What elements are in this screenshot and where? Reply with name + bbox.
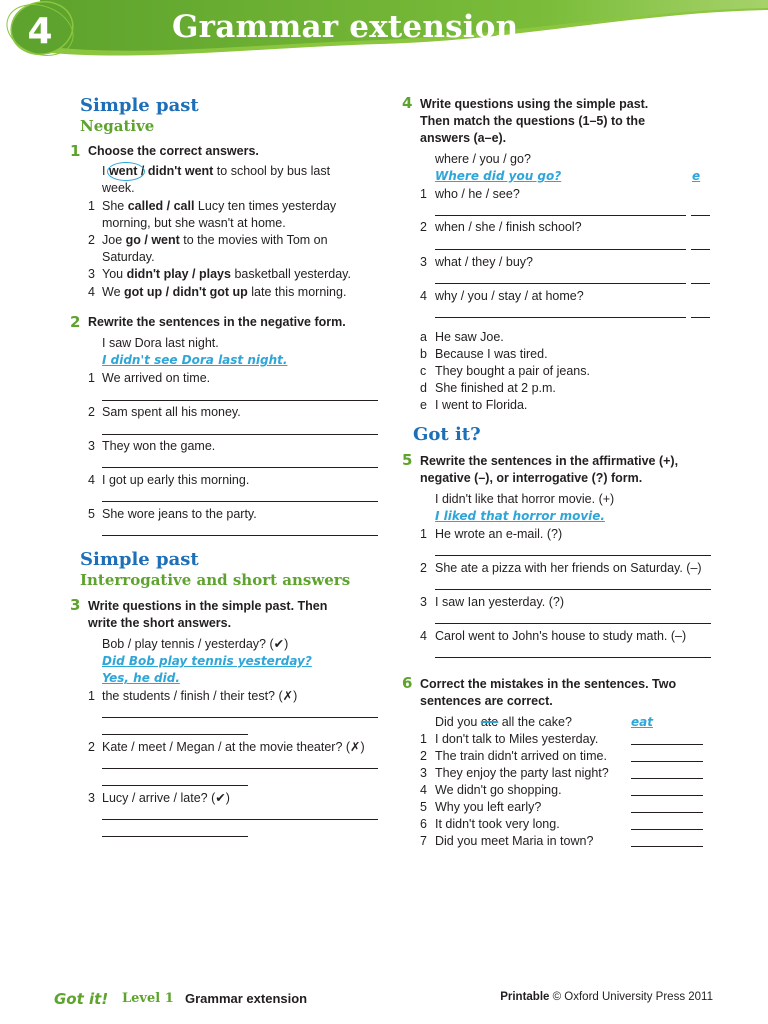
- example-correction: eat: [631, 715, 653, 729]
- exercise-instruction-continued: answers (a–e).: [420, 131, 507, 145]
- exercise-instruction: Rewrite the sentences in the negative form.: [88, 315, 346, 329]
- text-part: Lucy ten times yesterday: [194, 199, 337, 213]
- item-number: 2: [88, 405, 95, 419]
- section-subtitle-negative: Negative: [80, 117, 155, 135]
- item-number: 4: [420, 289, 427, 303]
- answer-text: I went to Florida.: [435, 398, 528, 412]
- match-letter-line[interactable]: [691, 283, 710, 284]
- text-part: We: [102, 285, 124, 299]
- page-title: Grammar extension: [172, 9, 519, 45]
- answer-line[interactable]: [435, 215, 686, 216]
- item-number: 1: [420, 527, 427, 541]
- item-text: She wore jeans to the party.: [102, 507, 257, 521]
- exercise-number: 2: [70, 313, 81, 331]
- item-number: 4: [420, 629, 427, 643]
- example-answer: Where did you go?: [435, 169, 562, 183]
- item-text: We didn't go shopping.: [435, 783, 562, 797]
- answer-line[interactable]: [102, 434, 378, 435]
- answer-letter: a: [420, 330, 427, 344]
- answer-circle: [107, 162, 148, 181]
- exercise-instruction-continued: sentences are correct.: [420, 694, 553, 708]
- item-text: I saw Ian yesterday. (?): [435, 595, 564, 609]
- exercise-instruction-continued: write the short answers.: [88, 616, 232, 630]
- answer-text: She finished at 2 p.m.: [435, 381, 556, 395]
- item-text: the students / finish / their test? (✗): [102, 689, 298, 703]
- item-text: Did you meet Maria in town?: [435, 834, 594, 848]
- item-text: who / he / see?: [435, 187, 520, 201]
- answer-line[interactable]: [102, 717, 378, 718]
- exercise-instruction: Rewrite the sentences in the affirmative (+),: [420, 454, 679, 468]
- example-sentence: I didn't like that horror movie. (+): [435, 492, 615, 506]
- item-text: Sam spent all his money.: [102, 405, 241, 419]
- item-text: [102, 266, 351, 283]
- answer-line[interactable]: [102, 819, 378, 820]
- item-text: The train didn't arrived on time.: [435, 749, 607, 763]
- section-title-simple-past-negative: Simple past: [80, 95, 199, 116]
- correction-line[interactable]: [631, 812, 703, 813]
- item-text: It didn't took very long.: [435, 817, 560, 831]
- example-text: to school by bus last: [213, 164, 331, 178]
- option-separator: /: [137, 164, 148, 178]
- example-text: I: [102, 164, 109, 178]
- item-text: Carol went to John's house to study math. (–): [435, 629, 687, 643]
- example-answer: I didn't see Dora last night.: [102, 353, 288, 367]
- answer-line[interactable]: [435, 317, 686, 318]
- exercise-instruction: Write questions in the simple past. Then: [88, 599, 328, 613]
- text-part: You: [102, 267, 127, 281]
- crossed-out-word: ate: [480, 715, 499, 729]
- footer-copyright-text: © Oxford University Press 2011: [549, 991, 713, 1003]
- correction-line[interactable]: [631, 778, 703, 779]
- answer-text: They bought a pair of jeans.: [435, 364, 590, 378]
- item-text: what / they / buy?: [435, 255, 533, 269]
- item-number: 6: [420, 817, 427, 831]
- section-title-got-it: Got it?: [413, 424, 481, 445]
- footer-copyright: [500, 991, 713, 1003]
- item-number: 2: [88, 740, 95, 754]
- item-text: Why you left early?: [435, 800, 542, 814]
- answer-line[interactable]: [102, 535, 378, 536]
- option-unselected: didn't went: [147, 164, 214, 178]
- text-part: Joe: [102, 233, 126, 247]
- item-number: 1: [88, 199, 95, 213]
- exercise-number: 5: [402, 451, 413, 469]
- example-answer: I liked that horror movie.: [435, 509, 605, 523]
- example-answer: Did Bob play tennis yesterday?: [102, 654, 312, 668]
- text-part: to the movies with Tom on: [179, 233, 328, 247]
- text-part: all the cake?: [498, 715, 572, 729]
- correction-line[interactable]: [631, 829, 703, 830]
- options[interactable]: didn't play / plays: [126, 267, 231, 281]
- header-banner: [0, 0, 768, 75]
- answer-line[interactable]: [102, 768, 378, 769]
- correction-line[interactable]: [631, 744, 703, 745]
- footer-brand-logo: Got it!: [54, 990, 109, 1008]
- section-subtitle-interrogative: Interrogative and short answers: [80, 571, 351, 589]
- example-short-answer: Yes, he did.: [102, 671, 180, 685]
- footer-printable: Printable: [500, 991, 550, 1003]
- item-text: He wrote an e-mail. (?): [435, 527, 563, 541]
- answer-line[interactable]: [435, 555, 711, 556]
- example-sentence: where / you / go?: [435, 152, 531, 166]
- item-number: 3: [420, 255, 427, 269]
- example-sentence: [435, 714, 572, 731]
- item-number: 1: [420, 732, 427, 746]
- answer-letter: d: [420, 381, 427, 395]
- item-text: She ate a pizza with her friends on Saturday. (–): [435, 561, 702, 575]
- section-title-simple-past-interrogative: Simple past: [80, 549, 199, 570]
- example-sentence-continued: week.: [102, 181, 135, 195]
- item-text-continued: morning, but she wasn't at home.: [102, 216, 286, 230]
- item-number: 1: [88, 689, 95, 703]
- item-number: 5: [420, 800, 427, 814]
- option-selected: went: [108, 164, 138, 178]
- correction-line[interactable]: [631, 846, 703, 847]
- options[interactable]: got up / didn't got up: [124, 285, 248, 299]
- exercise-number: 3: [70, 596, 81, 614]
- exercise-number: 4: [402, 94, 413, 112]
- answer-line[interactable]: [435, 249, 686, 250]
- item-text: I got up early this morning.: [102, 473, 250, 487]
- match-letter-line[interactable]: [691, 215, 710, 216]
- item-number: 3: [88, 267, 95, 281]
- answer-line[interactable]: [435, 657, 711, 658]
- item-number: 3: [88, 439, 95, 453]
- exercise-instruction-continued: negative (–), or interrogative (?) form.: [420, 471, 643, 485]
- answer-letter: c: [420, 364, 427, 378]
- item-number: 2: [420, 749, 427, 763]
- item-text: They won the game.: [102, 439, 216, 453]
- item-text: [102, 232, 328, 249]
- answer-line[interactable]: [102, 467, 378, 468]
- item-text: I don't talk to Miles yesterday.: [435, 732, 599, 746]
- short-answer-line[interactable]: [102, 836, 248, 837]
- exercise-instruction: Write questions using the simple past.: [420, 97, 649, 111]
- exercise-instruction: Choose the correct answers.: [88, 144, 259, 158]
- unit-number: 4: [27, 10, 53, 52]
- item-number: 4: [88, 285, 95, 299]
- item-text: when / she / finish school?: [435, 220, 582, 234]
- answer-text: He saw Joe.: [435, 330, 504, 344]
- item-text: They enjoy the party last night?: [435, 766, 609, 780]
- text-part: She: [102, 199, 128, 213]
- correction-line[interactable]: [631, 761, 703, 762]
- example-match-letter: e: [692, 169, 701, 183]
- item-number: 4: [420, 783, 427, 797]
- item-text-continued: Saturday.: [102, 250, 155, 264]
- answer-line[interactable]: [435, 623, 711, 624]
- item-number: 2: [420, 220, 427, 234]
- short-answer-line[interactable]: [102, 785, 248, 786]
- item-text: why / you / stay / at home?: [435, 289, 584, 303]
- options[interactable]: go / went: [125, 233, 180, 247]
- item-number: 4: [88, 473, 95, 487]
- footer-level: Level 1: [122, 991, 174, 1006]
- answer-text: Because I was tired.: [435, 347, 548, 361]
- item-text: Kate / meet / Megan / at the movie theater? (✗): [102, 740, 365, 754]
- item-text: Lucy / arrive / late? (✔): [102, 791, 230, 805]
- text-part: late this morning.: [247, 285, 347, 299]
- exercise-instruction-continued: Then match the questions (1–5) to the: [420, 114, 646, 128]
- answer-line[interactable]: [102, 400, 378, 401]
- correction-line[interactable]: [631, 795, 703, 796]
- item-number: 2: [88, 233, 95, 247]
- options[interactable]: called / call: [127, 199, 195, 213]
- answer-line[interactable]: [435, 589, 711, 590]
- item-number: 1: [420, 187, 427, 201]
- match-letter-line[interactable]: [691, 249, 710, 250]
- example-sentence: Bob / play tennis / yesterday? (✔): [102, 637, 289, 651]
- answer-letter: e: [420, 398, 427, 412]
- item-number: 7: [420, 834, 427, 848]
- item-text: [102, 284, 346, 301]
- text-part: Did you: [435, 715, 481, 729]
- item-number: 3: [420, 766, 427, 780]
- answer-line[interactable]: [102, 501, 378, 502]
- match-letter-line[interactable]: [691, 317, 710, 318]
- item-number: 3: [88, 791, 95, 805]
- item-number: 3: [420, 595, 427, 609]
- answer-line[interactable]: [435, 283, 686, 284]
- item-number: 2: [420, 561, 427, 575]
- short-answer-line[interactable]: [102, 734, 248, 735]
- footer-title: Grammar extension: [185, 991, 308, 1006]
- item-text: [102, 198, 336, 215]
- text-part: basketball yesterday.: [230, 267, 351, 281]
- exercise-number: 6: [402, 674, 413, 692]
- item-number: 1: [88, 371, 95, 385]
- answer-letter: b: [420, 347, 427, 361]
- exercise-instruction: Correct the mistakes in the sentences. Two: [420, 677, 677, 691]
- item-text: We arrived on time.: [102, 371, 211, 385]
- exercise-number: 1: [70, 142, 81, 160]
- example-sentence: I saw Dora last night.: [102, 336, 219, 350]
- item-number: 5: [88, 507, 95, 521]
